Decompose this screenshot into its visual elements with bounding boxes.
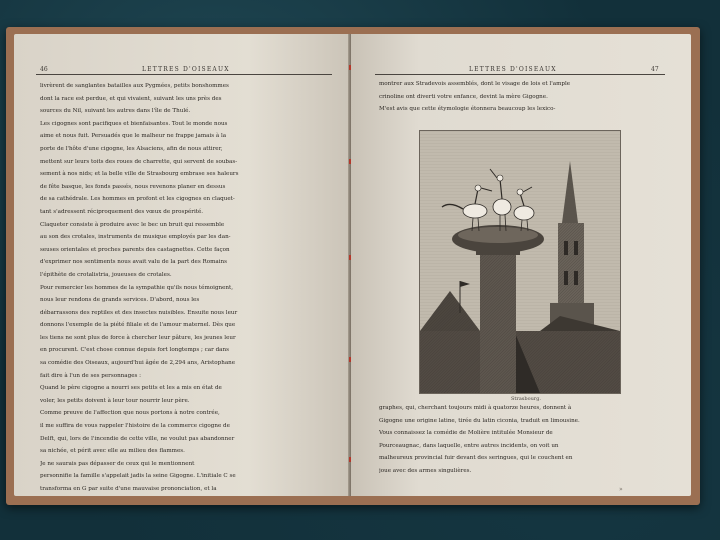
engraving-illustration — [420, 131, 620, 393]
right-text-bottom-line: Gigogne une origine latine, tirée du latin ciconia, traduit en limousine. — [379, 417, 580, 424]
left-text-line: aime et nous fuit. Persuadés que le malheur ne frappe jamais à la — [40, 133, 227, 140]
left-page-text — [40, 80, 328, 496]
left-text-line: Les cigognes sont pacifiques et bienfaisantes. Tout le monde nous — [40, 120, 228, 127]
left-text-line: Claqueter consiste à produire avec le bec un bruit qui ressemble — [40, 221, 225, 228]
left-text-line: sa nichée, et périt avec elle au milieu des flammes. — [40, 448, 185, 455]
left-text-line: personnifie la famille s'appelait jadis la seine Gigogne. L'initiale C se — [40, 473, 236, 480]
left-running-head: LETTRES D'OISEAUX — [142, 66, 230, 73]
left-text-line: sources du Nil, suivant les autres dans l'île de Thulé. — [40, 108, 191, 115]
left-page — [14, 34, 350, 496]
left-text-line: livrèrent de sanglantes batailles aux Pygmées, petits bonshommes — [40, 83, 229, 89]
left-text-line: les tiens ne sont plus de force à chercher leur pâture, les jeunes leur — [40, 334, 236, 341]
right-text-bottom-line: Vous connaissez la comédie de Molière intitulée Monsieur de — [379, 430, 553, 437]
engraving-storks-cathedral — [419, 130, 621, 394]
left-text-line: nous leur rendons de grands services. D'abord, nous les — [40, 297, 200, 304]
right-page — [351, 34, 691, 496]
right-page-number: 47 — [651, 66, 659, 73]
page-ornament: » — [619, 486, 623, 493]
left-text-line: Delft, qui, lors de l'incendie de cette ville, ne voulut pas abandonner — [40, 435, 235, 442]
right-text-bottom-line: malheureux provincial fuir devant des seringues, qui le couchent en — [379, 455, 573, 462]
left-text-line: Comme preuve de l'affection que nous portons à notre contrée, — [40, 410, 220, 417]
left-text-line: donnons l'exemple de la piété filiale et de l'amour maternel. Dès que — [40, 322, 236, 329]
left-text-line: tant s'adressent réciproquement des vœux de prospérité. — [40, 208, 204, 215]
left-text-line: de sa cathédrale. Les hommes en profont et les cigognes en claquet- — [40, 196, 235, 203]
left-text-line: sa comédie des Oiseaux, aujourd'hui âgée de 2,294 ans, Aristophane — [40, 360, 236, 367]
right-text-bottom-line: graphes, qui, cherchant toujours midi à quatorze heures, donnent à — [379, 405, 572, 411]
left-text-line: sement à nos nids; et la belle ville de Strasbourg embrase ses haleurs — [40, 171, 239, 178]
left-text-line: d'exprimer nos sentiments nous avait valu de la part des Romains — [40, 259, 227, 266]
left-text-line: Je ne saurais pas dépasser de ceux qui le mentionnent — [40, 460, 195, 467]
left-text-line: dont la race est perdue, et qui vivaient, suivant les uns près des — [40, 95, 222, 102]
figure-caption: Strasbourg. — [511, 396, 541, 402]
right-text-bottom-line: Pourceaugnac, dans laquelle, entre autres incidents, on voit un — [379, 442, 559, 449]
right-text-top-line: crinoline ont diverti votre enfance, devint la mère Gigogne. — [379, 93, 548, 100]
left-text-line: mettent sur leurs toits des roues de charrette, qui servent de soubas- — [40, 158, 238, 165]
right-page-text-bottom — [379, 402, 665, 478]
right-page-text-top — [379, 78, 665, 116]
open-book — [6, 27, 700, 505]
left-page-number: 46 — [40, 66, 48, 73]
left-text-line: seuses orientales et proches parents des castagnettes. Cette façon — [40, 246, 230, 253]
left-header-rule — [36, 74, 332, 75]
left-text-line: transforma en G par suite d'une mauvaise prononciation, et la — [40, 486, 217, 492]
left-text-line: débarrassons des reptiles et des insectes nuisibles. Ensuite nous leur — [40, 309, 238, 316]
right-header-rule — [375, 74, 665, 75]
right-text-bottom-line: joue avec des armes singulières. — [379, 467, 472, 474]
left-text-line: il me suffira de vous rappeler l'histoire de la commerce cigogne de — [40, 423, 230, 430]
left-text-line: fait dire à l'un de ses personnages : — [40, 372, 142, 379]
left-text-line: de fête basque, les fonds passés, nous revenons planer en dessus — [40, 183, 226, 190]
right-running-head: LETTRES D'OISEAUX — [469, 66, 557, 73]
left-text-line: voler, les petits doivent à leur tour nourrir leur père. — [40, 397, 190, 404]
left-text-line: en procurent. C'est chose connue depuis fort longtemps ; car dans — [40, 347, 229, 354]
right-text-top-line: montrer aux Stradevois assemblés, dont le visage de lois et l'ample — [379, 81, 571, 87]
left-text-line: Quand le père cigogne a nourri ses petits et les a mis en état de — [40, 385, 222, 392]
chimney — [476, 243, 520, 393]
left-text-line: l'épithète de crotalistria, joueuses de crotales. — [40, 271, 172, 278]
right-text-top-line: M'est avis que cette étymologie étonnera beaucoup les lexico- — [379, 106, 556, 113]
left-text-line: au son des crotales, instruments de musique employés par les dan- — [40, 234, 231, 241]
left-text-line: porte de l'hôte d'une cigogne, les Alsaciens, afin de nous attirer, — [40, 145, 223, 152]
left-text-line: Pour remercier les hommes de la sympathie qu'ils nous témoignent, — [40, 284, 234, 291]
